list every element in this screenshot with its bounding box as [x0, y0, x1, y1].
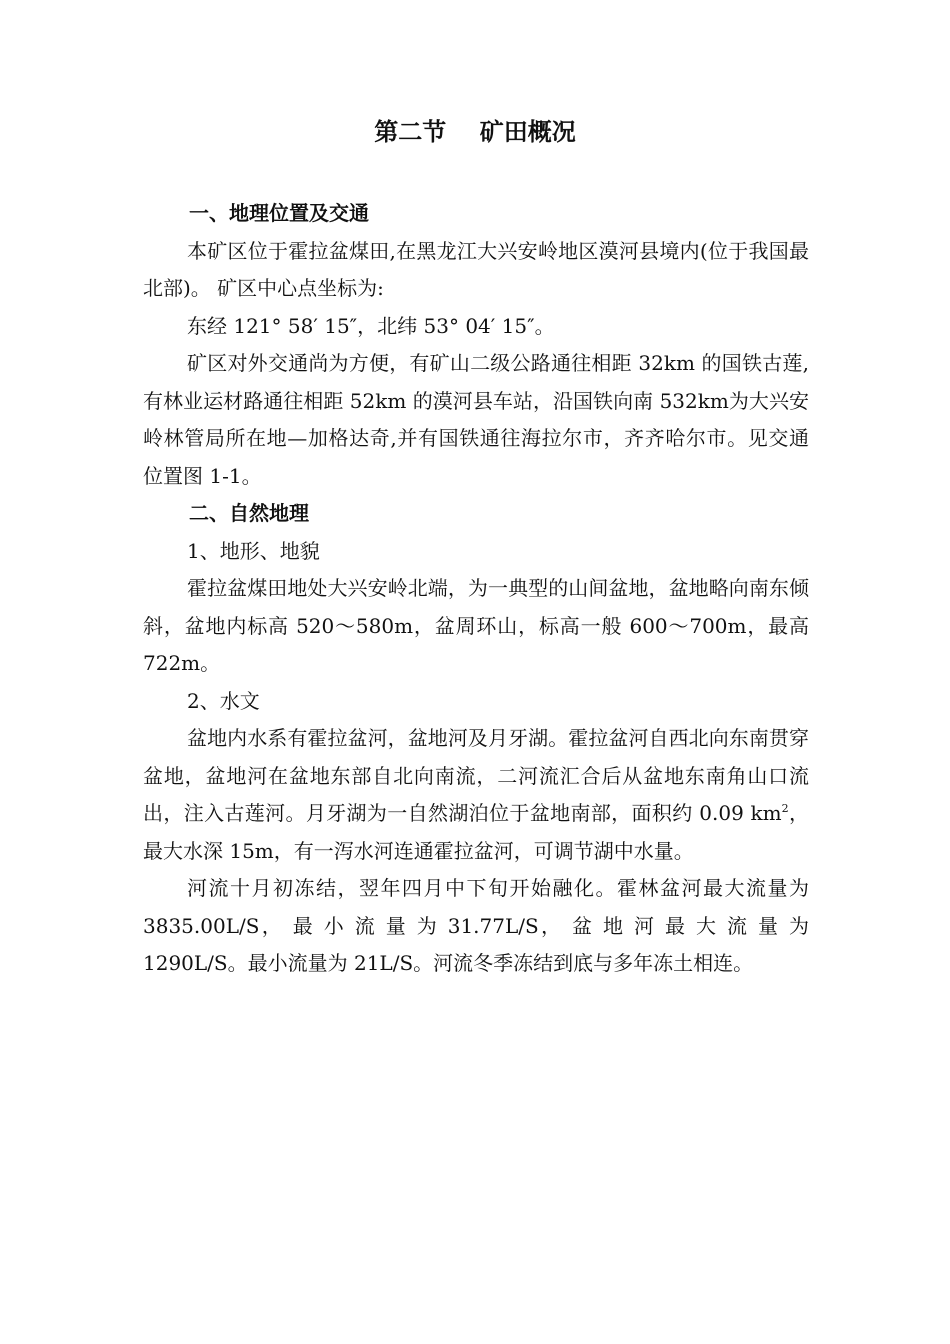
- paragraph-location: 本矿区位于霍拉盆煤田,在黑龙江大兴安岭地区漠河县境内(位于我国最北部)。 矿区中心点坐标为:: [143, 238, 809, 300]
- paragraph-transport: 矿区对外交通尚为方便，有矿山二级公路通往相距 32km 的国铁古莲,有林业运材路通往相距 52km 的漠河县车站，沿国铁向南 532km为大兴安岭林管局所在地—加格达奇,并有国铁通往海拉尔市，齐齐哈尔市。见交通位置图 1-1。: [143, 351, 809, 488]
- hydrology-text-part1: 盆地内水系有霍拉盆河，盆地河及月牙湖。霍拉盆河自西北向东南贯穿盆地，盆地河在盆地东部自北向南流，二河流汇合后从盆地东南角山口流出，注入古莲河。月牙湖为一自然湖泊位于盆地南部，面积约 0.09 km: [143, 726, 809, 825]
- page-title: 第二节 矿田概况: [374, 118, 576, 146]
- section-heading-natural-geography: 二、自然地理: [189, 501, 309, 525]
- hydrology-text-part2: ，最大水深 15m，有一泻水河连通霍拉盆河，可调节湖中水量。: [143, 801, 809, 863]
- subsection-heading-hydrology: 2、水文: [187, 688, 260, 713]
- subsection-heading-terrain: 1、地形、地貌: [187, 538, 320, 563]
- paragraph-river-flow: 河流十月初冻结，翌年四月中下旬开始融化。霍林盆河最大流量为 3835.00L/S， 最 小 流 量 为 31.77L/S， 盆 地 河 最 大 流 量 为1290L/S。最小流量为 21L/S。河流冬季冻结到底与多年冻土相连。: [143, 876, 809, 975]
- area-unit-superscript: 2: [781, 802, 789, 815]
- section-heading-location-transport: 一、地理位置及交通: [189, 201, 369, 225]
- document-body: [143, 195, 809, 983]
- paragraph-hydrology: [143, 720, 809, 870]
- paragraph-coordinates: 东经 121° 58′ 15″，北纬 53° 04′ 15″。: [187, 313, 555, 338]
- paragraph-terrain: 霍拉盆煤田地处大兴安岭北端，为一典型的山间盆地，盆地略向南东倾斜，盆地内标高 520～580m，盆周环山，标高一般 600～700m，最高 722m。: [143, 576, 809, 675]
